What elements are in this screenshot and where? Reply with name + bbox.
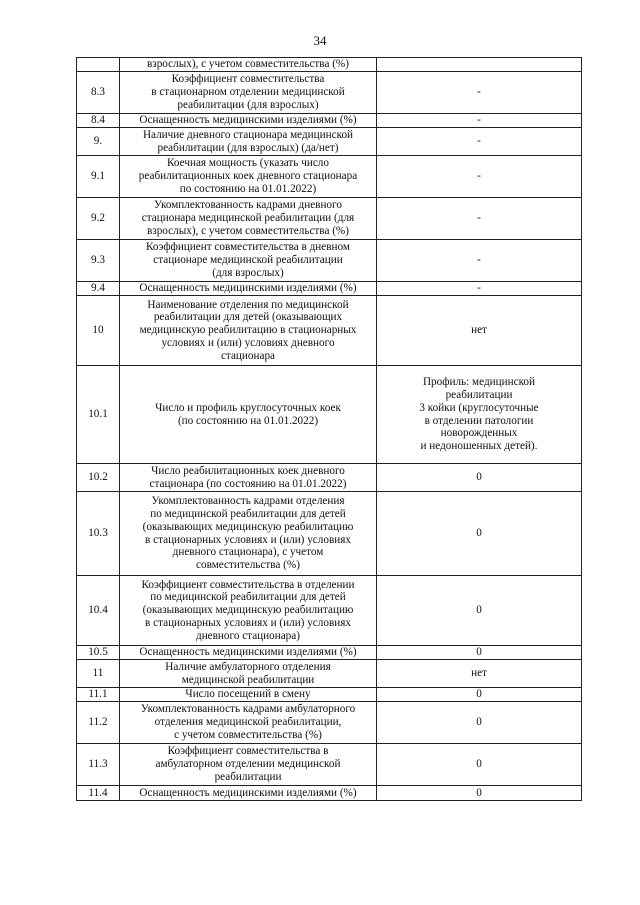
row-indicator: Оснащенность медицинскими изделиями (%) (120, 646, 377, 660)
row-indicator: Оснащенность медицинскими изделиями (%) (120, 786, 377, 801)
row-number: 9.2 (77, 198, 120, 240)
row-indicator: Коэффициент совместительства в стационарном отделении медицинской реабилитации (для взрослых) (120, 72, 377, 114)
row-indicator: Коэффициент совместительства в амбулаторном отделении медицинской реабилитации (120, 744, 377, 786)
row-number: 10.4 (77, 576, 120, 646)
row-number: 11.4 (77, 786, 120, 801)
row-number: 11.2 (77, 702, 120, 744)
row-number (77, 58, 120, 72)
table-row (77, 72, 582, 114)
row-indicator: Наименование отделения по медицинской реабилитации для детей (оказывающих медицинскую реабилитацию в стационарных условиях и (или) условиях дневного стационара (120, 296, 377, 366)
row-number: 8.3 (77, 72, 120, 114)
row-indicator: Наличие амбулаторного отделения медицинской реабилитации (120, 660, 377, 688)
table-row (77, 702, 582, 744)
row-number: 10.1 (77, 366, 120, 464)
table-row (77, 660, 582, 688)
page-number: 34 (313, 33, 327, 48)
row-number: 10.2 (77, 464, 120, 492)
row-indicator: Коэффициент совместительства в отделении по медицинской реабилитации для детей (оказывающих медицинскую реабилитацию в стационарных условиях и (или) условиях дневного стационара) (120, 576, 377, 646)
row-value: нет (377, 296, 582, 366)
row-value: Профиль: медицинской реабилитации 3 койки (круглосуточные в отделении патологии новорожденных и недоношенных детей). (377, 366, 582, 464)
table-row (77, 58, 582, 72)
row-indicator: Укомплектованность кадрами отделения по медицинской реабилитации для детей (оказывающих медицинскую реабилитацию в стационарных условиях и (или) условиях дневного стационара), с учетом совместительства (%) (120, 492, 377, 576)
row-indicator: Число реабилитационных коек дневного стационара (по состоянию на 01.01.2022) (120, 464, 377, 492)
row-value: - (377, 72, 582, 114)
row-value: 0 (377, 744, 582, 786)
table-row (77, 156, 582, 198)
row-number: 9. (77, 128, 120, 156)
row-indicator: Число посещений в смену (120, 688, 377, 702)
row-number: 9.3 (77, 240, 120, 282)
row-value: 0 (377, 688, 582, 702)
table-row (77, 464, 582, 492)
row-number: 9.4 (77, 282, 120, 296)
table-row (77, 296, 582, 366)
row-indicator: Оснащенность медицинскими изделиями (%) (120, 282, 377, 296)
row-number: 8.4 (77, 114, 120, 128)
row-number: 9.1 (77, 156, 120, 198)
row-value: - (377, 114, 582, 128)
row-indicator: Коечная мощность (указать число реабилитационных коек дневного стационара по состоянию на 01.01.2022) (120, 156, 377, 198)
row-indicator: взрослых), с учетом совместительства (%) (120, 58, 377, 72)
row-value (377, 58, 582, 72)
row-value: 0 (377, 646, 582, 660)
table-row (77, 366, 582, 464)
table-row (77, 240, 582, 282)
row-number: 10.5 (77, 646, 120, 660)
row-value: 0 (377, 492, 582, 576)
row-value: - (377, 282, 582, 296)
table-row (77, 198, 582, 240)
row-value: - (377, 240, 582, 282)
table-row (77, 688, 582, 702)
table-row (77, 744, 582, 786)
row-value: 0 (377, 702, 582, 744)
row-value: - (377, 156, 582, 198)
table-row (77, 282, 582, 296)
table-row (77, 646, 582, 660)
row-indicator: Наличие дневного стационара медицинской реабилитации (для взрослых) (да/нет) (120, 128, 377, 156)
row-number: 11.3 (77, 744, 120, 786)
row-indicator: Укомплектованность кадрами амбулаторного отделения медицинской реабилитации, с учетом совместительства (%) (120, 702, 377, 744)
row-indicator: Число и профиль круглосуточных коек (по состоянию на 01.01.2022) (120, 366, 377, 464)
row-value: - (377, 128, 582, 156)
row-indicator: Укомплектованность кадрами дневного стационара медицинской реабилитации (для взрослых), с учетом совместительства (%) (120, 198, 377, 240)
row-number: 11 (77, 660, 120, 688)
row-value: нет (377, 660, 582, 688)
row-indicator: Оснащенность медицинскими изделиями (%) (120, 114, 377, 128)
row-value: 0 (377, 576, 582, 646)
table-row (77, 786, 582, 801)
table-row (77, 492, 582, 576)
data-table (76, 57, 582, 801)
row-value: 0 (377, 786, 582, 801)
row-value: 0 (377, 464, 582, 492)
row-value: - (377, 198, 582, 240)
row-number: 11.1 (77, 688, 120, 702)
row-number: 10 (77, 296, 120, 366)
table-row (77, 576, 582, 646)
row-indicator: Коэффициент совместительства в дневном стационаре медицинской реабилитации (для взрослых) (120, 240, 377, 282)
table-row (77, 114, 582, 128)
row-number: 10.3 (77, 492, 120, 576)
table-row (77, 128, 582, 156)
